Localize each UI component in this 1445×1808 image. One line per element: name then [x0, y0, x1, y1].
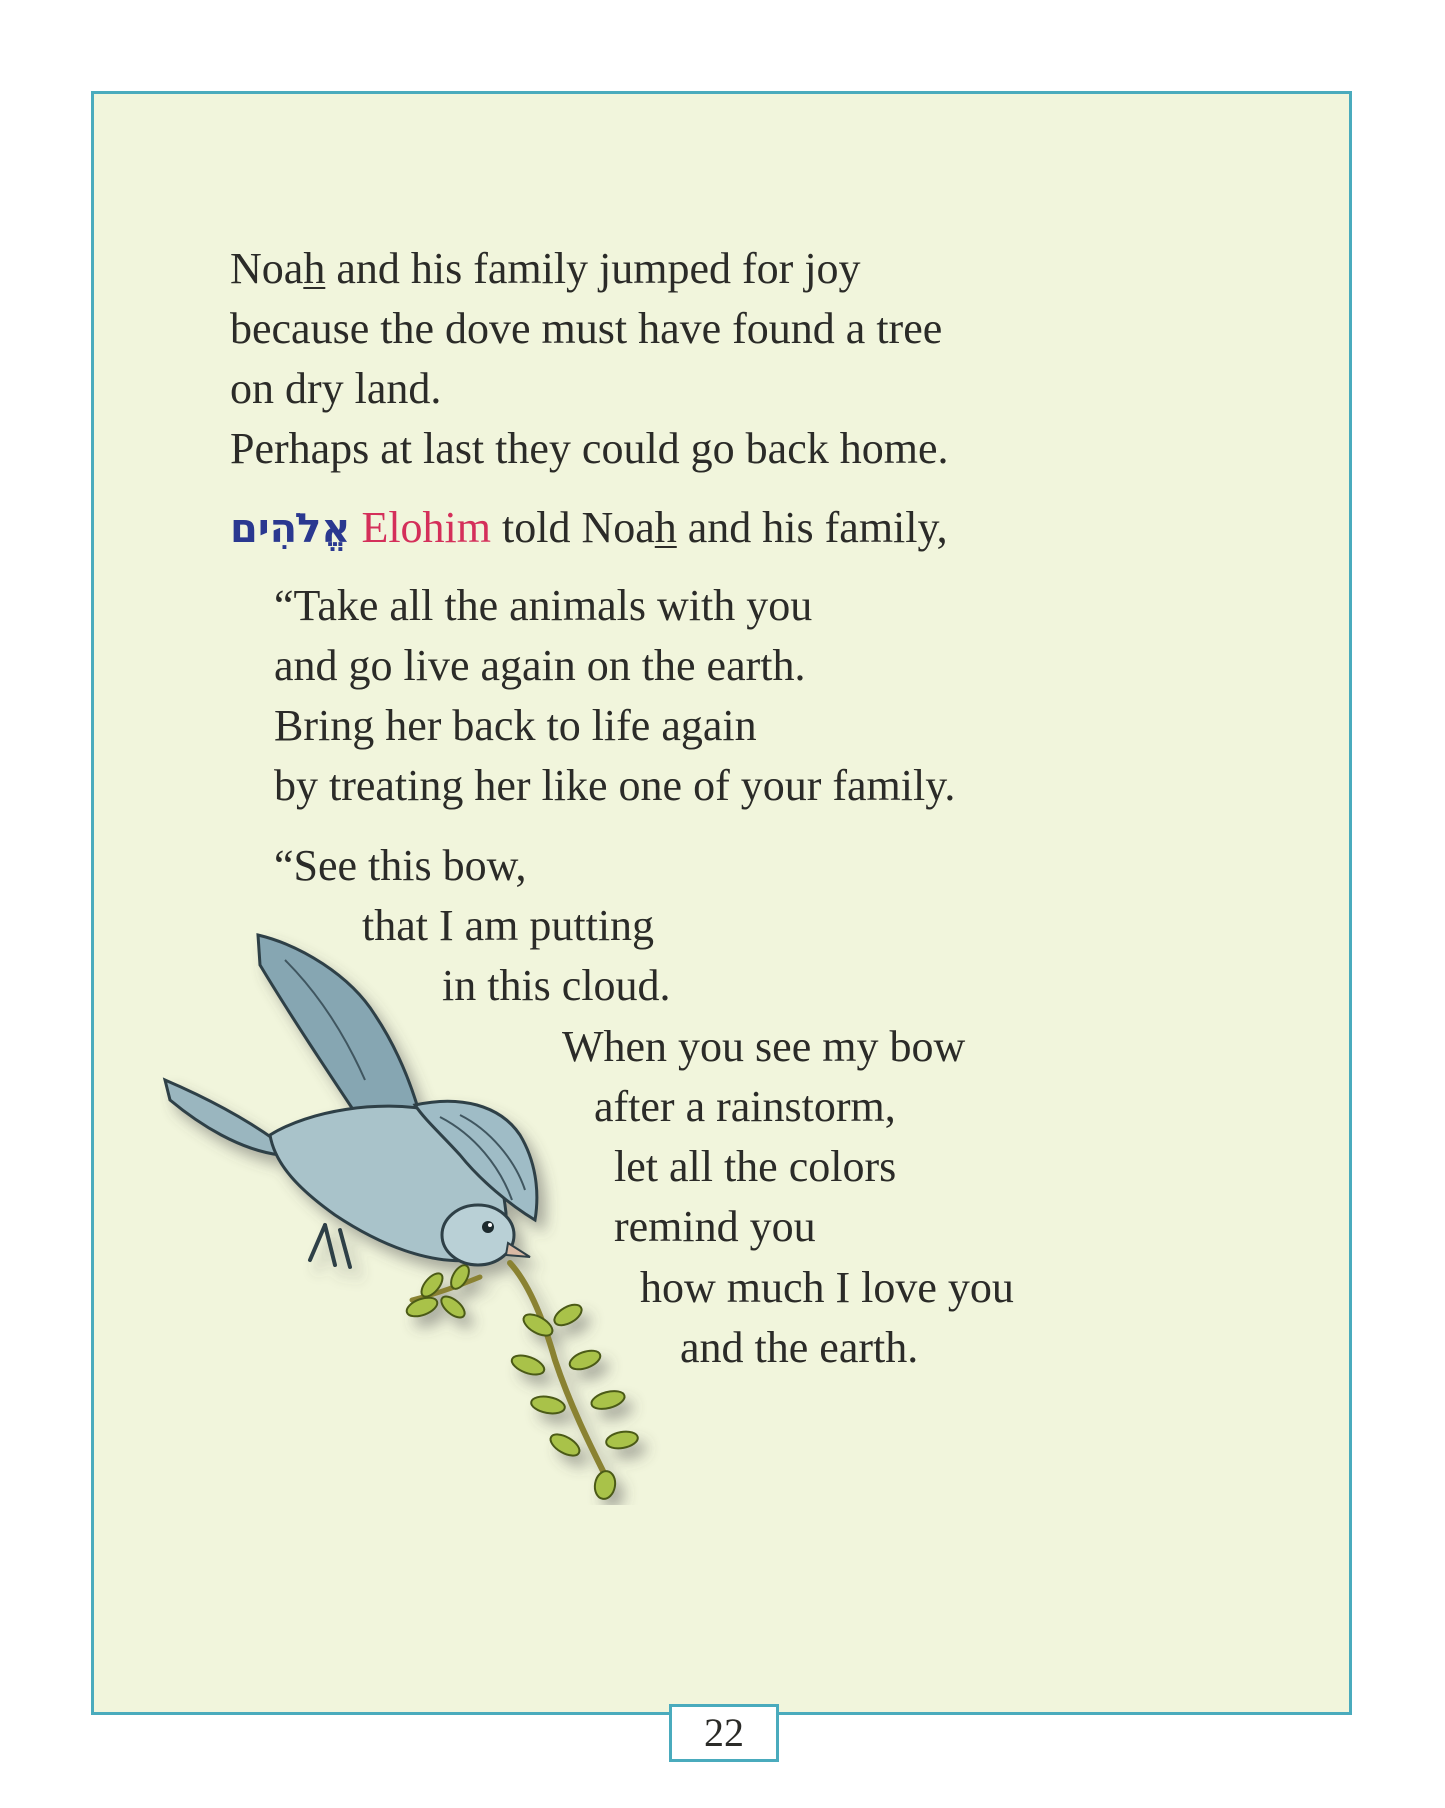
elohim-word: Elohim [361, 503, 491, 552]
quote-line: by treating her like one of your family. [274, 761, 956, 810]
bow-quote-line: let all the colors [614, 1142, 897, 1191]
quote-line: and go live again on the earth. [274, 641, 806, 690]
elohim-line: אֱלֹהִים Elohim told Noah and his family, [230, 503, 948, 552]
bow-quote-line: how much I love you [640, 1263, 1014, 1312]
bow-quote-line: When you see my bow [562, 1022, 966, 1071]
bow-quote-line: in this cloud. [442, 961, 671, 1010]
hebrew-elohim: אֱלֹהִים [230, 506, 351, 552]
quote-line: “Take all the animals with you [274, 581, 813, 630]
paragraph-line: on dry land. [230, 364, 442, 413]
quote-line: Bring her back to life again [274, 701, 757, 750]
bow-quote-line: remind you [614, 1202, 816, 1251]
bow-quote-line: and the earth. [680, 1323, 919, 1372]
bow-quote-line: “See this bow, [274, 841, 527, 890]
bow-quote-line: that I am putting [362, 901, 655, 950]
paragraph-line: Noah and his family jumped for joy [230, 244, 861, 293]
paragraph-line: Perhaps at last they could go back home. [230, 424, 949, 473]
paragraph-line: because the dove must have found a tree [230, 304, 943, 353]
page-number: 22 [669, 1704, 779, 1762]
bow-quote-line: after a rainstorm, [594, 1082, 896, 1131]
